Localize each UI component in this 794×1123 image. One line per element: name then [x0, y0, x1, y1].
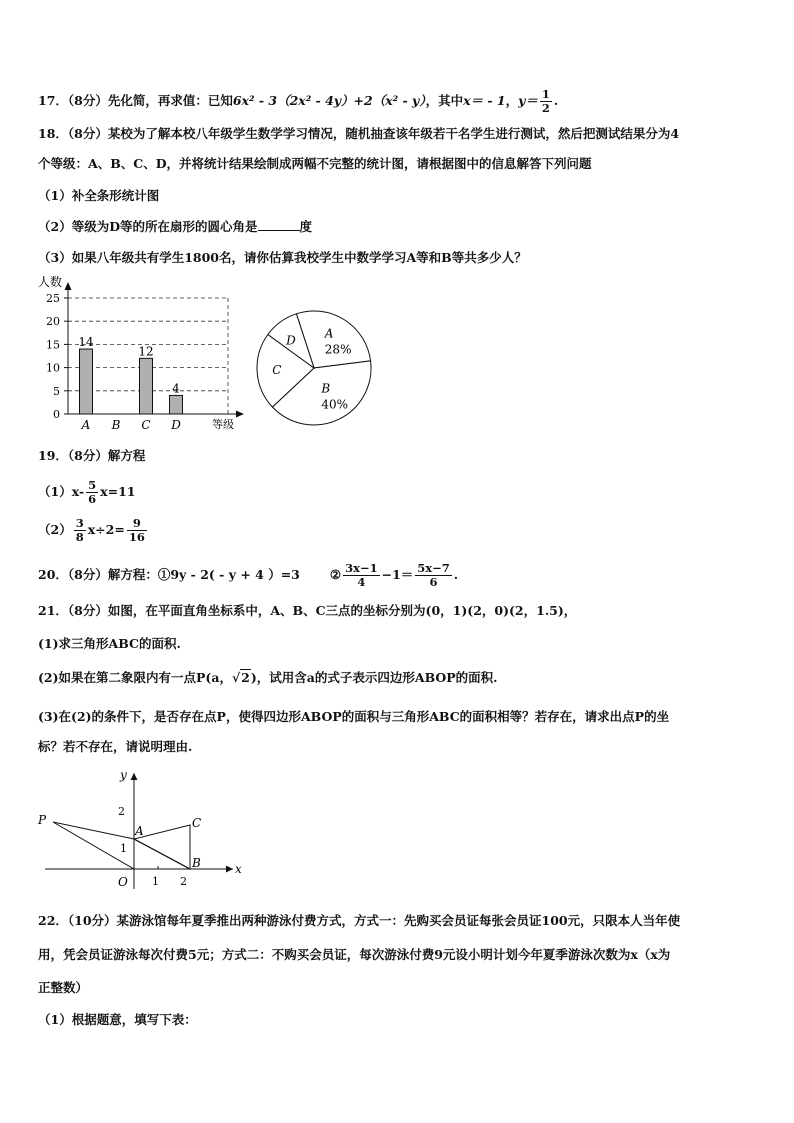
pie-chart	[252, 306, 376, 430]
ytick-label: 10	[46, 361, 60, 375]
q19-eq2-numerator: 3	[75, 516, 84, 530]
q18-part3: （3）如果八年级共有学生1800名，请你估算我校学生中数学学习A等和B等共多少人？	[38, 250, 527, 265]
y-axis-label: y	[120, 768, 127, 782]
q22-part1: （1）根据题意，填写下表：	[38, 1012, 197, 1027]
q20-fraction-2	[415, 562, 452, 589]
q21-part2-end: )，试用含a的式子表示四边形ABOP的面积.	[250, 670, 498, 685]
bar-chart-xlabels	[81, 418, 182, 432]
q19-eq1-numerator: 5	[88, 478, 97, 492]
q19-eq2-rhs-fraction	[127, 517, 147, 544]
q17-frac-denominator: 2	[541, 101, 550, 115]
q20-f1-numerator: 3x−1	[345, 561, 378, 575]
q17-sep: ，	[505, 93, 519, 108]
q17-end: .	[553, 93, 559, 108]
x-tick-1-label: 1	[152, 875, 159, 888]
q17-mid: ，其中	[425, 93, 464, 108]
x-axis-arrow	[226, 866, 233, 873]
q21-part3-line1: (3)在(2)的条件下，是否存在点P，使得四边形ABOP的面积与三角形ABC的面积相等？若存在，请求出点P的坐	[38, 709, 670, 724]
q20-f2-numerator: 5x−7	[417, 561, 450, 575]
q18-part2-lead: （2）等级为D等的所在扇形的圆心角是	[38, 219, 258, 234]
sqrt-sign: √	[231, 670, 241, 685]
xtick-label-A: A	[81, 418, 91, 432]
x-axis-arrow	[236, 411, 244, 418]
bar-chart-ylabel: 人数	[38, 275, 63, 289]
ytick-label: 0	[53, 408, 60, 421]
bar-chart	[32, 268, 252, 436]
bar-chart-xlabel: 等级	[212, 418, 234, 431]
q20-circle-2: ②	[329, 567, 342, 582]
answer-blank	[258, 218, 300, 231]
q19-eq2-denominator: 8	[75, 530, 84, 544]
pie-label-B: B	[321, 381, 331, 396]
q18-part2	[38, 218, 312, 236]
x-tick-2-label: 2	[180, 875, 187, 888]
q20-line	[38, 561, 458, 589]
q22-line1: 22．（10分）某游泳馆每年夏季推出两种游泳付费方式，方式一：先购买会员证每张会员证100元，只限本人当年使	[38, 913, 681, 928]
bar-chart-yticks	[46, 292, 68, 421]
pie-value-label-A: 28%	[324, 342, 352, 357]
q19-eq2-rhs-denominator: 16	[128, 530, 145, 544]
bar-value-label: 14	[78, 335, 94, 350]
x-axis-label: x	[235, 862, 242, 876]
q17-number: 17．（8分）	[38, 93, 108, 108]
q19-eq1	[38, 478, 135, 506]
q19-eq1-lead: （1）x-	[38, 484, 85, 499]
bar-D	[170, 395, 183, 414]
q21-part1: (1)求三角形ABC的面积.	[38, 636, 181, 651]
bar-value-label: 12	[138, 344, 154, 359]
q21-part3-line2: 标？若不存在，请说明理由.	[38, 739, 193, 754]
pie-label-C: C	[272, 363, 282, 378]
bar-value-label: 4	[172, 381, 180, 396]
ytick-label: 5	[53, 384, 60, 398]
xtick-label-B: B	[111, 418, 121, 432]
y-tick-2-label: 2	[118, 805, 125, 818]
q17-x-condition: x＝ - 1	[463, 93, 506, 108]
pie-value-label-B: 40%	[321, 397, 349, 412]
q20-lead: 20．（8分）解方程：①9y - 2( - y + 4 ）=3	[38, 567, 300, 582]
point-c-label: C	[192, 816, 202, 830]
bar-C	[140, 358, 153, 414]
q20-fraction-1	[343, 562, 380, 589]
bar-chart-bars	[78, 335, 182, 414]
q19-title: 19．（8分）解方程	[38, 448, 146, 463]
q20-end: .	[453, 567, 459, 582]
q20-f2-denominator: 6	[429, 575, 438, 589]
q21-part2-lead: (2)如果在第二象限内有一点P(a，	[38, 670, 232, 685]
q20-mid: −1＝	[381, 567, 414, 582]
point-p-label: P	[38, 813, 47, 827]
q19-eq1-denominator: 6	[88, 492, 97, 506]
q19-eq2-rhs-numerator: 9	[127, 517, 147, 531]
ytick-label: 20	[46, 315, 60, 329]
origin-label: O	[118, 875, 128, 889]
q21-line1: 21．（8分）如图，在平面直角坐标系中，A、B、C三点的坐标分别为(0，1)(2，0)(2，1.5)，	[38, 603, 577, 618]
q17-lead: 先化简，再求值：已知	[107, 93, 233, 108]
q22-line2: 用，凭会员证游泳每次付费5元；方式二：不购买会员证，每次游泳付费9元设小明计划今年夏季游泳次数为x（x为	[38, 947, 671, 962]
q19-eq2-lead: （2）	[38, 522, 72, 537]
q21-sqrt-value: 2	[241, 670, 250, 685]
q18-part1: （1）补全条形统计图	[38, 188, 160, 203]
point-a-label: A	[135, 824, 144, 838]
q19-eq2-fraction	[74, 517, 86, 544]
q22-line3: 正整数）	[38, 980, 89, 995]
q20-f1-denominator: 4	[357, 575, 366, 589]
q18-part2-end: 度	[299, 219, 313, 234]
q17-y-lead: y＝	[518, 93, 538, 108]
q19-eq1-fraction	[86, 479, 98, 506]
coordinate-figure	[28, 765, 258, 895]
ytick-label: 15	[46, 338, 60, 352]
y-tick-1-label: 1	[120, 842, 127, 855]
q19-eq1-end: x=11	[100, 484, 136, 499]
y-axis-arrow	[131, 773, 138, 780]
bar-A	[80, 349, 93, 414]
q19-eq2-mid: x÷2=	[87, 522, 125, 537]
point-b-label: B	[192, 856, 201, 870]
q17-expression: 6x² - 3（2x² - 4y）+2（x² - y）	[232, 93, 426, 108]
q17-fraction	[540, 88, 552, 115]
xtick-label-C: C	[141, 418, 151, 432]
q18-line2: 个等级：A、B、C、D，并将统计结果绘制成两幅不完整的统计图，请根据图中的信息解答下列问题	[38, 156, 592, 171]
q17-frac-numerator: 1	[541, 87, 550, 101]
q19-eq2	[38, 516, 149, 544]
ytick-label: 25	[46, 292, 60, 305]
pie-label-A: A	[324, 326, 334, 341]
q17-line	[38, 88, 558, 115]
xtick-label-D: D	[171, 418, 181, 432]
q18-line1: 18．（8分）某校为了解本校八年级学生数学学习情况，随机抽查该年级若干名学生进行测试，然后把测试结果分为4	[38, 126, 680, 141]
y-axis-arrow	[65, 282, 72, 290]
q21-part2	[38, 669, 498, 687]
pie-label-D: D	[286, 333, 296, 348]
